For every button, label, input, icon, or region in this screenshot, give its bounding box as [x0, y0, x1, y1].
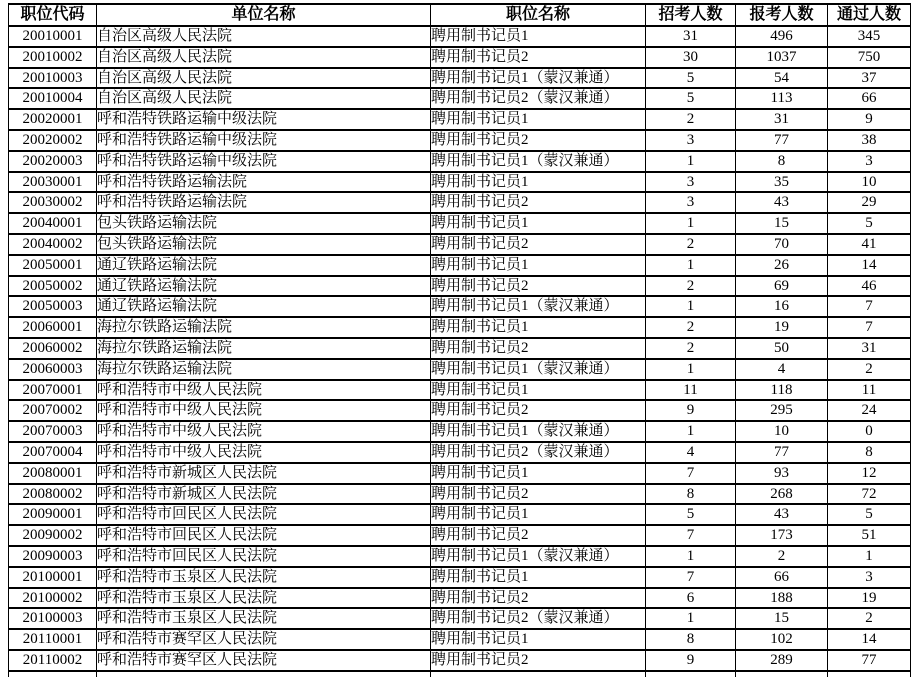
cell-code: 20060001 — [9, 317, 97, 338]
header-unit-name: 单位名称 — [97, 4, 431, 26]
cell-applicants: 15 — [736, 608, 828, 629]
cell-position: 聘用制书记员2 — [431, 588, 646, 609]
table-row — [9, 192, 911, 213]
table-row — [9, 525, 911, 546]
cell-empty — [9, 671, 97, 677]
cell-unit: 呼和浩特市新城区人民法院 — [97, 484, 431, 505]
cell-passed: 2 — [828, 359, 911, 380]
cell-unit: 海拉尔铁路运输法院 — [97, 338, 431, 359]
cell-empty — [97, 671, 431, 677]
cell-applicants: 496 — [736, 26, 828, 47]
table-row — [9, 380, 911, 401]
cell-position: 聘用制书记员2 — [431, 484, 646, 505]
cell-code: 20100001 — [9, 567, 97, 588]
cell-unit: 呼和浩特铁路运输中级法院 — [97, 109, 431, 130]
cell-applicants: 77 — [736, 130, 828, 151]
cell-recruit: 7 — [646, 567, 736, 588]
cell-position: 聘用制书记员1 — [431, 255, 646, 276]
cell-unit: 呼和浩特铁路运输法院 — [97, 192, 431, 213]
cell-passed: 77 — [828, 650, 911, 671]
table-row — [9, 47, 911, 68]
header-recruit-count: 招考人数 — [646, 4, 736, 26]
cell-position: 聘用制书记员1 — [431, 629, 646, 650]
positions-table — [8, 3, 911, 677]
cell-recruit: 1 — [646, 151, 736, 172]
header-position-name: 职位名称 — [431, 4, 646, 26]
cell-position: 聘用制书记员1（蒙汉兼通） — [431, 421, 646, 442]
cell-code: 20110001 — [9, 629, 97, 650]
cell-unit: 海拉尔铁路运输法院 — [97, 317, 431, 338]
table-row — [9, 213, 911, 234]
cell-unit: 通辽铁路运输法院 — [97, 276, 431, 297]
cell-unit: 呼和浩特市中级人民法院 — [97, 380, 431, 401]
cell-recruit: 6 — [646, 588, 736, 609]
cell-passed: 10 — [828, 172, 911, 193]
cell-position: 聘用制书记员1 — [431, 317, 646, 338]
cell-code: 20080001 — [9, 463, 97, 484]
cell-unit: 自治区高级人民法院 — [97, 68, 431, 89]
cell-recruit: 5 — [646, 504, 736, 525]
cell-unit: 自治区高级人民法院 — [97, 26, 431, 47]
header-row — [9, 4, 911, 26]
cell-passed: 19 — [828, 588, 911, 609]
cell-unit: 呼和浩特市回民区人民法院 — [97, 546, 431, 567]
cell-recruit: 2 — [646, 109, 736, 130]
cell-passed: 29 — [828, 192, 911, 213]
table-row — [9, 88, 911, 109]
cell-passed: 31 — [828, 338, 911, 359]
cell-applicants: 93 — [736, 463, 828, 484]
cell-recruit: 1 — [646, 255, 736, 276]
cell-code: 20010002 — [9, 47, 97, 68]
cell-code: 20030002 — [9, 192, 97, 213]
table-row — [9, 151, 911, 172]
table-row — [9, 463, 911, 484]
cell-passed: 24 — [828, 400, 911, 421]
cell-position: 聘用制书记员1（蒙汉兼通） — [431, 359, 646, 380]
cell-passed: 12 — [828, 463, 911, 484]
cell-position: 聘用制书记员2（蒙汉兼通） — [431, 608, 646, 629]
table-row — [9, 109, 911, 130]
cell-position: 聘用制书记员2 — [431, 276, 646, 297]
cell-position: 聘用制书记员1 — [431, 109, 646, 130]
cell-passed: 3 — [828, 151, 911, 172]
cell-passed: 750 — [828, 47, 911, 68]
cell-code: 20010001 — [9, 26, 97, 47]
cell-unit: 呼和浩特市中级人民法院 — [97, 400, 431, 421]
cell-applicants: 173 — [736, 525, 828, 546]
cell-unit: 呼和浩特市中级人民法院 — [97, 421, 431, 442]
partial-row — [9, 671, 911, 677]
table-row — [9, 504, 911, 525]
cell-unit: 自治区高级人民法院 — [97, 88, 431, 109]
table-row — [9, 276, 911, 297]
cell-position: 聘用制书记员1 — [431, 26, 646, 47]
cell-recruit: 7 — [646, 463, 736, 484]
cell-applicants: 113 — [736, 88, 828, 109]
cell-applicants: 43 — [736, 504, 828, 525]
cell-unit: 呼和浩特铁路运输中级法院 — [97, 151, 431, 172]
cell-code: 20050002 — [9, 276, 97, 297]
cell-applicants: 70 — [736, 234, 828, 255]
table-row — [9, 317, 911, 338]
cell-position: 聘用制书记员2 — [431, 525, 646, 546]
table-row — [9, 26, 911, 47]
table-row — [9, 255, 911, 276]
cell-passed: 46 — [828, 276, 911, 297]
cell-recruit: 11 — [646, 380, 736, 401]
table-row — [9, 359, 911, 380]
cell-position: 聘用制书记员2（蒙汉兼通） — [431, 88, 646, 109]
cell-applicants: 102 — [736, 629, 828, 650]
cell-code: 20090002 — [9, 525, 97, 546]
table-row — [9, 338, 911, 359]
cell-position: 聘用制书记员2 — [431, 234, 646, 255]
cell-recruit: 30 — [646, 47, 736, 68]
cell-passed: 72 — [828, 484, 911, 505]
cell-position: 聘用制书记员2 — [431, 47, 646, 68]
cell-position: 聘用制书记员2 — [431, 130, 646, 151]
cell-code: 20040002 — [9, 234, 97, 255]
cell-position: 聘用制书记员1 — [431, 380, 646, 401]
cell-unit: 呼和浩特市赛罕区人民法院 — [97, 629, 431, 650]
cell-position: 聘用制书记员2 — [431, 400, 646, 421]
cell-passed: 37 — [828, 68, 911, 89]
cell-recruit: 5 — [646, 88, 736, 109]
cell-applicants: 268 — [736, 484, 828, 505]
cell-passed: 5 — [828, 213, 911, 234]
cell-passed: 5 — [828, 504, 911, 525]
cell-recruit: 31 — [646, 26, 736, 47]
cell-code: 20020001 — [9, 109, 97, 130]
table-row — [9, 588, 911, 609]
cell-applicants: 289 — [736, 650, 828, 671]
cell-empty — [736, 671, 828, 677]
cell-code: 20060003 — [9, 359, 97, 380]
cell-code: 20070003 — [9, 421, 97, 442]
cell-applicants: 295 — [736, 400, 828, 421]
cell-recruit: 1 — [646, 213, 736, 234]
cell-applicants: 4 — [736, 359, 828, 380]
cell-applicants: 35 — [736, 172, 828, 193]
cell-unit: 通辽铁路运输法院 — [97, 296, 431, 317]
cell-code: 20020003 — [9, 151, 97, 172]
table-row — [9, 650, 911, 671]
cell-recruit: 1 — [646, 359, 736, 380]
cell-position: 聘用制书记员1（蒙汉兼通） — [431, 68, 646, 89]
cell-unit: 呼和浩特铁路运输法院 — [97, 172, 431, 193]
cell-unit: 通辽铁路运输法院 — [97, 255, 431, 276]
cell-empty — [646, 671, 736, 677]
cell-passed: 3 — [828, 567, 911, 588]
table-row — [9, 421, 911, 442]
cell-passed: 66 — [828, 88, 911, 109]
table-row — [9, 484, 911, 505]
table-row — [9, 567, 911, 588]
table-body — [9, 26, 911, 677]
cell-unit: 呼和浩特市回民区人民法院 — [97, 525, 431, 546]
cell-unit: 呼和浩特市中级人民法院 — [97, 442, 431, 463]
table-row — [9, 68, 911, 89]
cell-recruit: 7 — [646, 525, 736, 546]
cell-applicants: 31 — [736, 109, 828, 130]
cell-position: 聘用制书记员1 — [431, 172, 646, 193]
cell-passed: 345 — [828, 26, 911, 47]
cell-position: 聘用制书记员1（蒙汉兼通） — [431, 296, 646, 317]
table-header — [9, 4, 911, 26]
cell-empty — [828, 671, 911, 677]
cell-recruit: 4 — [646, 442, 736, 463]
cell-applicants: 77 — [736, 442, 828, 463]
cell-code: 20070001 — [9, 380, 97, 401]
cell-recruit: 8 — [646, 484, 736, 505]
cell-position: 聘用制书记员1（蒙汉兼通） — [431, 151, 646, 172]
document-page — [8, 3, 910, 677]
cell-position: 聘用制书记员1 — [431, 213, 646, 234]
cell-passed: 38 — [828, 130, 911, 151]
cell-applicants: 8 — [736, 151, 828, 172]
cell-passed: 14 — [828, 255, 911, 276]
cell-unit: 海拉尔铁路运输法院 — [97, 359, 431, 380]
cell-passed: 2 — [828, 608, 911, 629]
cell-passed: 51 — [828, 525, 911, 546]
cell-passed: 11 — [828, 380, 911, 401]
cell-passed: 0 — [828, 421, 911, 442]
cell-passed: 7 — [828, 296, 911, 317]
cell-code: 20020002 — [9, 130, 97, 151]
cell-passed: 9 — [828, 109, 911, 130]
cell-applicants: 19 — [736, 317, 828, 338]
cell-applicants: 69 — [736, 276, 828, 297]
cell-code: 20090001 — [9, 504, 97, 525]
cell-code: 20010004 — [9, 88, 97, 109]
table-row — [9, 234, 911, 255]
cell-unit: 呼和浩特市赛罕区人民法院 — [97, 650, 431, 671]
header-position-code: 职位代码 — [9, 4, 97, 26]
table-row — [9, 608, 911, 629]
cell-recruit: 2 — [646, 317, 736, 338]
cell-passed: 7 — [828, 317, 911, 338]
cell-recruit: 1 — [646, 421, 736, 442]
cell-passed: 1 — [828, 546, 911, 567]
cell-recruit: 1 — [646, 546, 736, 567]
cell-recruit: 3 — [646, 130, 736, 151]
cell-applicants: 2 — [736, 546, 828, 567]
cell-code: 20100002 — [9, 588, 97, 609]
cell-code: 20070004 — [9, 442, 97, 463]
cell-applicants: 26 — [736, 255, 828, 276]
cell-code: 20050003 — [9, 296, 97, 317]
header-passed-count: 通过人数 — [828, 4, 911, 26]
cell-recruit: 1 — [646, 296, 736, 317]
cell-recruit: 5 — [646, 68, 736, 89]
cell-code: 20100003 — [9, 608, 97, 629]
cell-position: 聘用制书记员1（蒙汉兼通） — [431, 546, 646, 567]
table-row — [9, 400, 911, 421]
cell-applicants: 16 — [736, 296, 828, 317]
cell-position: 聘用制书记员2 — [431, 338, 646, 359]
cell-applicants: 10 — [736, 421, 828, 442]
cell-code: 20030001 — [9, 172, 97, 193]
cell-code: 20040001 — [9, 213, 97, 234]
cell-unit: 包头铁路运输法院 — [97, 234, 431, 255]
cell-applicants: 54 — [736, 68, 828, 89]
header-applicant-count: 报考人数 — [736, 4, 828, 26]
cell-applicants: 118 — [736, 380, 828, 401]
cell-applicants: 1037 — [736, 47, 828, 68]
cell-position: 聘用制书记员2 — [431, 192, 646, 213]
cell-code: 20050001 — [9, 255, 97, 276]
cell-empty — [431, 671, 646, 677]
table-row — [9, 629, 911, 650]
cell-code: 20010003 — [9, 68, 97, 89]
table-row — [9, 296, 911, 317]
cell-recruit: 8 — [646, 629, 736, 650]
table-row — [9, 172, 911, 193]
cell-position: 聘用制书记员2 — [431, 650, 646, 671]
cell-passed: 41 — [828, 234, 911, 255]
cell-position: 聘用制书记员1 — [431, 567, 646, 588]
cell-passed: 8 — [828, 442, 911, 463]
cell-applicants: 188 — [736, 588, 828, 609]
cell-unit: 呼和浩特市玉泉区人民法院 — [97, 567, 431, 588]
cell-recruit: 9 — [646, 650, 736, 671]
cell-recruit: 2 — [646, 276, 736, 297]
cell-recruit: 1 — [646, 608, 736, 629]
table-row — [9, 442, 911, 463]
cell-recruit: 2 — [646, 234, 736, 255]
cell-unit: 呼和浩特市玉泉区人民法院 — [97, 588, 431, 609]
cell-code: 20080002 — [9, 484, 97, 505]
cell-unit: 呼和浩特市玉泉区人民法院 — [97, 608, 431, 629]
cell-applicants: 50 — [736, 338, 828, 359]
cell-recruit: 3 — [646, 172, 736, 193]
cell-code: 20090003 — [9, 546, 97, 567]
cell-recruit: 9 — [646, 400, 736, 421]
cell-unit: 呼和浩特市回民区人民法院 — [97, 504, 431, 525]
cell-unit: 呼和浩特市新城区人民法院 — [97, 463, 431, 484]
cell-unit: 自治区高级人民法院 — [97, 47, 431, 68]
cell-unit: 包头铁路运输法院 — [97, 213, 431, 234]
cell-applicants: 66 — [736, 567, 828, 588]
table-row — [9, 130, 911, 151]
table-row — [9, 546, 911, 567]
cell-code: 20070002 — [9, 400, 97, 421]
cell-code: 20110002 — [9, 650, 97, 671]
cell-applicants: 43 — [736, 192, 828, 213]
cell-code: 20060002 — [9, 338, 97, 359]
cell-applicants: 15 — [736, 213, 828, 234]
cell-unit: 呼和浩特铁路运输中级法院 — [97, 130, 431, 151]
cell-recruit: 3 — [646, 192, 736, 213]
cell-passed: 14 — [828, 629, 911, 650]
cell-position: 聘用制书记员1 — [431, 504, 646, 525]
cell-position: 聘用制书记员1 — [431, 463, 646, 484]
cell-position: 聘用制书记员2（蒙汉兼通） — [431, 442, 646, 463]
cell-recruit: 2 — [646, 338, 736, 359]
